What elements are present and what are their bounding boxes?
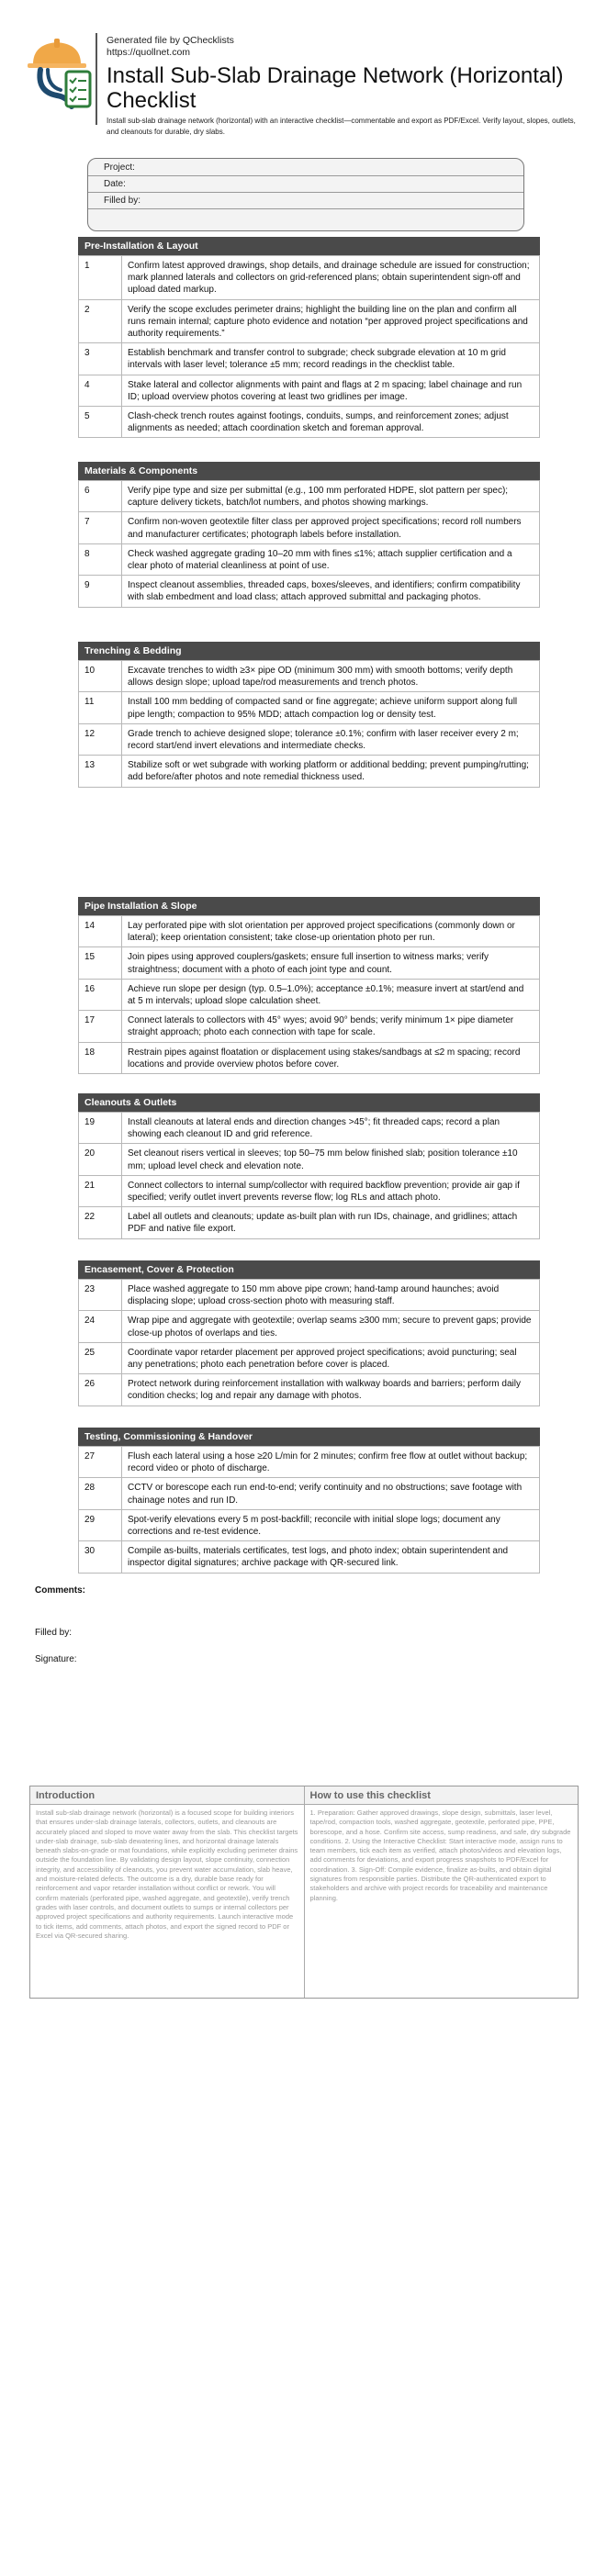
section-header: Pre-Installation & Layout [78,237,540,255]
item-number: 3 [79,343,122,375]
checklist-row[interactable] [79,343,540,375]
checklist-row[interactable] [79,1447,540,1478]
item-text: Check washed aggregate grading 10–20 mm with fines ≤1%; attach supplier certification and a clear photo of material cleanliness at point of use. [122,543,540,575]
checklist-row[interactable] [79,1113,540,1144]
generated-by-text: Generated file by QChecklists [107,35,234,46]
item-number: 28 [79,1478,122,1509]
checklist-table [78,1279,540,1406]
project-field[interactable] [88,160,523,176]
item-number: 27 [79,1447,122,1478]
item-number: 5 [79,407,122,438]
project-info-box [87,158,524,231]
item-text: Connect collectors to internal sump/collector with required backflow prevention; provide air gap if specified; verify outlet invert prevents reverse flow; log RLs and attach photo. [122,1175,540,1206]
date-label: Date: [104,179,126,189]
item-number: 11 [79,692,122,723]
item-text: Protect network during reinforcement installation with walkway boards and barriers; perform daily condition checks; log and repair any damage with photos. [122,1374,540,1406]
item-number: 30 [79,1541,122,1573]
checklist-table [78,255,540,438]
how-to-column [304,1786,579,1998]
checklist-row[interactable] [79,1280,540,1311]
item-text: Stabilize soft or wet subgrade with working platform or additional bedding; prevent pumping/rutting; add before/after photos and note remedial thickness used. [122,756,540,787]
checklist-row[interactable] [79,256,540,300]
item-text: Inspect cleanout assemblies, threaded caps, boxes/sleeves, and identifiers; confirm compatibility with slab embedment and load class; attach approved submittal and packaging photos. [122,576,540,607]
date-field[interactable] [88,176,523,193]
checklist-row[interactable] [79,543,540,575]
item-number: 14 [79,916,122,947]
checklist-row[interactable] [79,1175,540,1206]
item-number: 29 [79,1509,122,1540]
checklist-section [78,1428,540,1574]
item-text: Install 100 mm bedding of compacted sand or fine aggregate; achieve uniform support along full pipe length; compaction to 95% MDD; attach compaction log or density test. [122,692,540,723]
item-number: 4 [79,375,122,406]
section-header: Materials & Components [78,462,540,480]
item-number: 24 [79,1311,122,1342]
item-number: 15 [79,947,122,979]
item-text: Place washed aggregate to 150 mm above pipe crown; hand-tamp around haunches; avoid displacing slope; upload cross-section photo with measuring staff. [122,1280,540,1311]
item-text: Stake lateral and collector alignments with paint and flags at 2 m spacing; label chainage and run ID; upload overview photos covering at least two gridlines per image. [122,375,540,406]
checklist-section [78,1093,540,1239]
checklist-section [78,1260,540,1406]
item-number: 1 [79,256,122,300]
item-text: Install cleanouts at lateral ends and direction changes >45°; fit threaded caps; record a plan showing each cleanout ID and grid reference. [122,1113,540,1144]
checklist-row[interactable] [79,723,540,755]
item-text: Compile as-builts, materials certificates, test logs, and photo index; obtain superintendent and inspector digital signatures; archive package with QR-secured link. [122,1541,540,1573]
filled-by-field[interactable] [88,193,523,209]
item-number: 12 [79,723,122,755]
checklist-row[interactable] [79,1541,540,1573]
item-text: Verify pipe type and size per submittal (e.g., 100 mm perforated HDPE, slot pattern per spec); capture delivery tickets, batch/lot numbers, and photos showing markings. [122,481,540,512]
item-text: Wrap pipe and aggregate with geotextile; overlap seams ≥300 mm; secure to prevent gaps; provide close-up photos of overlaps and ties. [122,1311,540,1342]
item-number: 9 [79,576,122,607]
item-number: 22 [79,1207,122,1238]
document-header [26,33,586,136]
checklist-row[interactable] [79,1207,540,1238]
checklist-row[interactable] [79,1311,540,1342]
item-number: 21 [79,1175,122,1206]
filled-by-label: Filled by: [104,196,141,206]
checklist-section [78,462,540,608]
item-text: Verify the scope excludes perimeter drains; highlight the building line on the plan and confirm all runs remain internal; capture photo evidence and notation “per approved project specifications and authority requirements.” [122,299,540,343]
checklist-table [78,1446,540,1574]
checklist-row[interactable] [79,1144,540,1175]
checklist-row[interactable] [79,1509,540,1540]
section-header: Encasement, Cover & Protection [78,1260,540,1279]
checklist-table [78,480,540,608]
section-header: Cleanouts & Outlets [78,1093,540,1112]
checklist-section [78,642,540,788]
checklist-row[interactable] [79,299,540,343]
item-text: Join pipes using approved couplers/gaskets; ensure full insertion to witness marks; verify straightness; document with a photo of each joint type and count. [122,947,540,979]
section-header: Testing, Commissioning & Handover [78,1428,540,1446]
checklist-row[interactable] [79,1374,540,1406]
checklist-row[interactable] [79,947,540,979]
item-text: Clash-check trench routes against footings, conduits, sumps, and reinforcement zones; adjust alignments as needed; attach coordination sketch and foreman approval. [122,407,540,438]
item-text: Flush each lateral using a hose ≥20 L/min for 2 minutes; confirm free flow at outlet without backup; record video or photo of discharge. [122,1447,540,1478]
page-subtitle: Install sub-slab drainage network (horizontal) with an interactive checklist—commentable and export as PDF/Excel. Verify layout, slopes, outlets, and cleanouts for durable, dry slabs. [107,117,576,136]
checklist-row[interactable] [79,756,540,787]
checklist-row[interactable] [79,916,540,947]
item-text: Grade trench to achieve designed slope; tolerance ±0.1%; confirm with laser receiver every 2 m; record start/end invert elevations and intermediate checks. [122,723,540,755]
project-label: Project: [104,162,135,173]
footer-filled-by-label: Filled by: [35,1628,73,1638]
checklist-row[interactable] [79,1342,540,1373]
item-text: Coordinate vapor retarder placement per approved project specifications; avoid puncturing; seal any penetrations; photo each penetration before cover is placed. [122,1342,540,1373]
item-text: Restrain pipes against floatation or displacement using stakes/sandbags at ≤2 m spacing; record locations and provide overview photos before cover. [122,1042,540,1073]
page-title: Install Sub-Slab Drainage Network (Horizontal) Checklist [107,63,564,113]
item-text: Set cleanout risers vertical in sleeves; top 50–75 mm below finished slab; position tolerance ±10 mm; upload level check and elevation note. [122,1144,540,1175]
introduction-column [30,1786,304,1998]
item-number: 8 [79,543,122,575]
item-number: 25 [79,1342,122,1373]
item-number: 16 [79,979,122,1010]
checklist-row[interactable] [79,375,540,406]
checklist-section [78,897,540,1074]
header-divider [96,33,97,125]
item-text: Achieve run slope per design (typ. 0.5–1.0%); acceptance ±0.1%; measure invert at start/end and at 5 m intervals; upload slope calculation sheet. [122,979,540,1010]
checklist-table [78,660,540,788]
checklist-row[interactable] [79,979,540,1010]
checklist-row[interactable] [79,1011,540,1042]
checklist-table [78,915,540,1074]
info-panel [29,1786,579,1999]
item-number: 19 [79,1113,122,1144]
checklist-row[interactable] [79,661,540,692]
item-number: 17 [79,1011,122,1042]
comments-label: Comments: [35,1585,86,1596]
checklist-row[interactable] [79,512,540,543]
item-text: CCTV or borescope each run end-to-end; verify continuity and no obstructions; save footage with chainage notes and run ID. [122,1478,540,1509]
item-text: Spot-verify elevations every 5 m post-backfill; reconcile with initial slope logs; document any corrections and re-test evidence. [122,1509,540,1540]
item-number: 13 [79,756,122,787]
source-url-link[interactable]: https://quollnet.com [107,47,191,58]
item-text: Excavate trenches to width ≥3× pipe OD (minimum 300 mm) with smooth bottoms; verify depth allows design slope; upload tape/rod measurements and trench photos. [122,661,540,692]
item-number: 18 [79,1042,122,1073]
introduction-heading: Introduction [30,1786,304,1805]
item-text: Lay perforated pipe with slot orientation per approved project specifications (commonly down or lateral); keep orientation consistent; take close-up orientation photo per run. [122,916,540,947]
how-to-heading: How to use this checklist [305,1786,579,1805]
checklist-table [78,1112,540,1239]
section-header: Pipe Installation & Slope [78,897,540,915]
signature-label: Signature: [35,1654,77,1664]
item-text: Connect laterals to collectors with 45° wyes; avoid 90° bends; verify minimum 1× pipe diameter straight approach; photo each connection with tape for scale. [122,1011,540,1042]
checklist-row[interactable] [79,481,540,512]
qchecklists-logo-icon [26,39,99,112]
blank-field[interactable] [88,209,523,226]
item-number: 7 [79,512,122,543]
item-number: 20 [79,1144,122,1175]
checklist-row[interactable] [79,1042,540,1073]
item-text: Confirm latest approved drawings, shop details, and drainage schedule are issued for construction; mark planned laterals and collectors on grid-referenced plans; obtain superintendent sign-off and upload dated markup. [122,256,540,300]
item-text: Confirm non-woven geotextile filter class per approved project specifications; record roll numbers and manufacturer certificates; photograph labels before installation. [122,512,540,543]
checklist-row[interactable] [79,576,540,607]
checklist-section [78,237,540,438]
checklist-row[interactable] [79,1478,540,1509]
item-number: 6 [79,481,122,512]
item-number: 2 [79,299,122,343]
introduction-text: Install sub-slab drainage network (horizontal) is a focused scope for building interiors that ensures under-slab drainage laterals, collectors, outlets, and cleanouts are accurately placed and sloped to move water away from the slab. This checklist targets under-slab drainage, sub-slab dewatering lines, and horizontal drainage laterals beneath slabs-on-grade or mat foundations, while explicitly excluding perimeter drains outside the foundation line. By validating design layout, slope continuity, connection integrity, and accessibility of cleanouts, you prevent water accumulation, slab heave, and moisture-related defects. The outcome is a dry, durable base ready for reinforcement and vapor retarder installation without conflict or rework. You will confirm materials (perforated pipe, washed aggregate, and geotextile), verify trench grades with laser controls, and document outlets to sumps or internal collectors per approved project specifications and authority requirements. Launch interactive mode to tick items, add comments, attach photos, and export the signed record to PDF or Excel via QR-secured sharing. [36,1809,298,1940]
checklist-row[interactable] [79,692,540,723]
item-number: 10 [79,661,122,692]
item-text: Establish benchmark and transfer control to subgrade; check subgrade elevation at 10 m grid intervals with laser level; tolerance ±5 mm; record readings in the checklist table. [122,343,540,375]
checklist-row[interactable] [79,407,540,438]
item-number: 26 [79,1374,122,1406]
section-header: Trenching & Bedding [78,642,540,660]
item-number: 23 [79,1280,122,1311]
item-text: Label all outlets and cleanouts; update as-built plan with run IDs, chainage, and gridlines; attach PDF and native file export. [122,1207,540,1238]
how-to-text: 1. Preparation: Gather approved drawings, slope design, submittals, laser level, tape/rod, compaction tools, washed aggregate, geotextile, perforated pipe, PPE, borescope, and a hose. Confirm site access, sump readiness, and safe, dry subgrade conditions. 2. Using the Interactive Checklist: Start interactive mode, assign runs to team members, tick each item as verified, attach photos/videos and elevation logs, add comments for deviations, and export progress snapshots to PDF/Excel for coordination. 3. Sign-Off: Compile evidence, finalize as-builts, and obtain digital signatures from responsible parties. Distribute the QR-authenticated export to stakeholders and archive with project records for traceability and maintenance planning. [309,1809,571,1902]
